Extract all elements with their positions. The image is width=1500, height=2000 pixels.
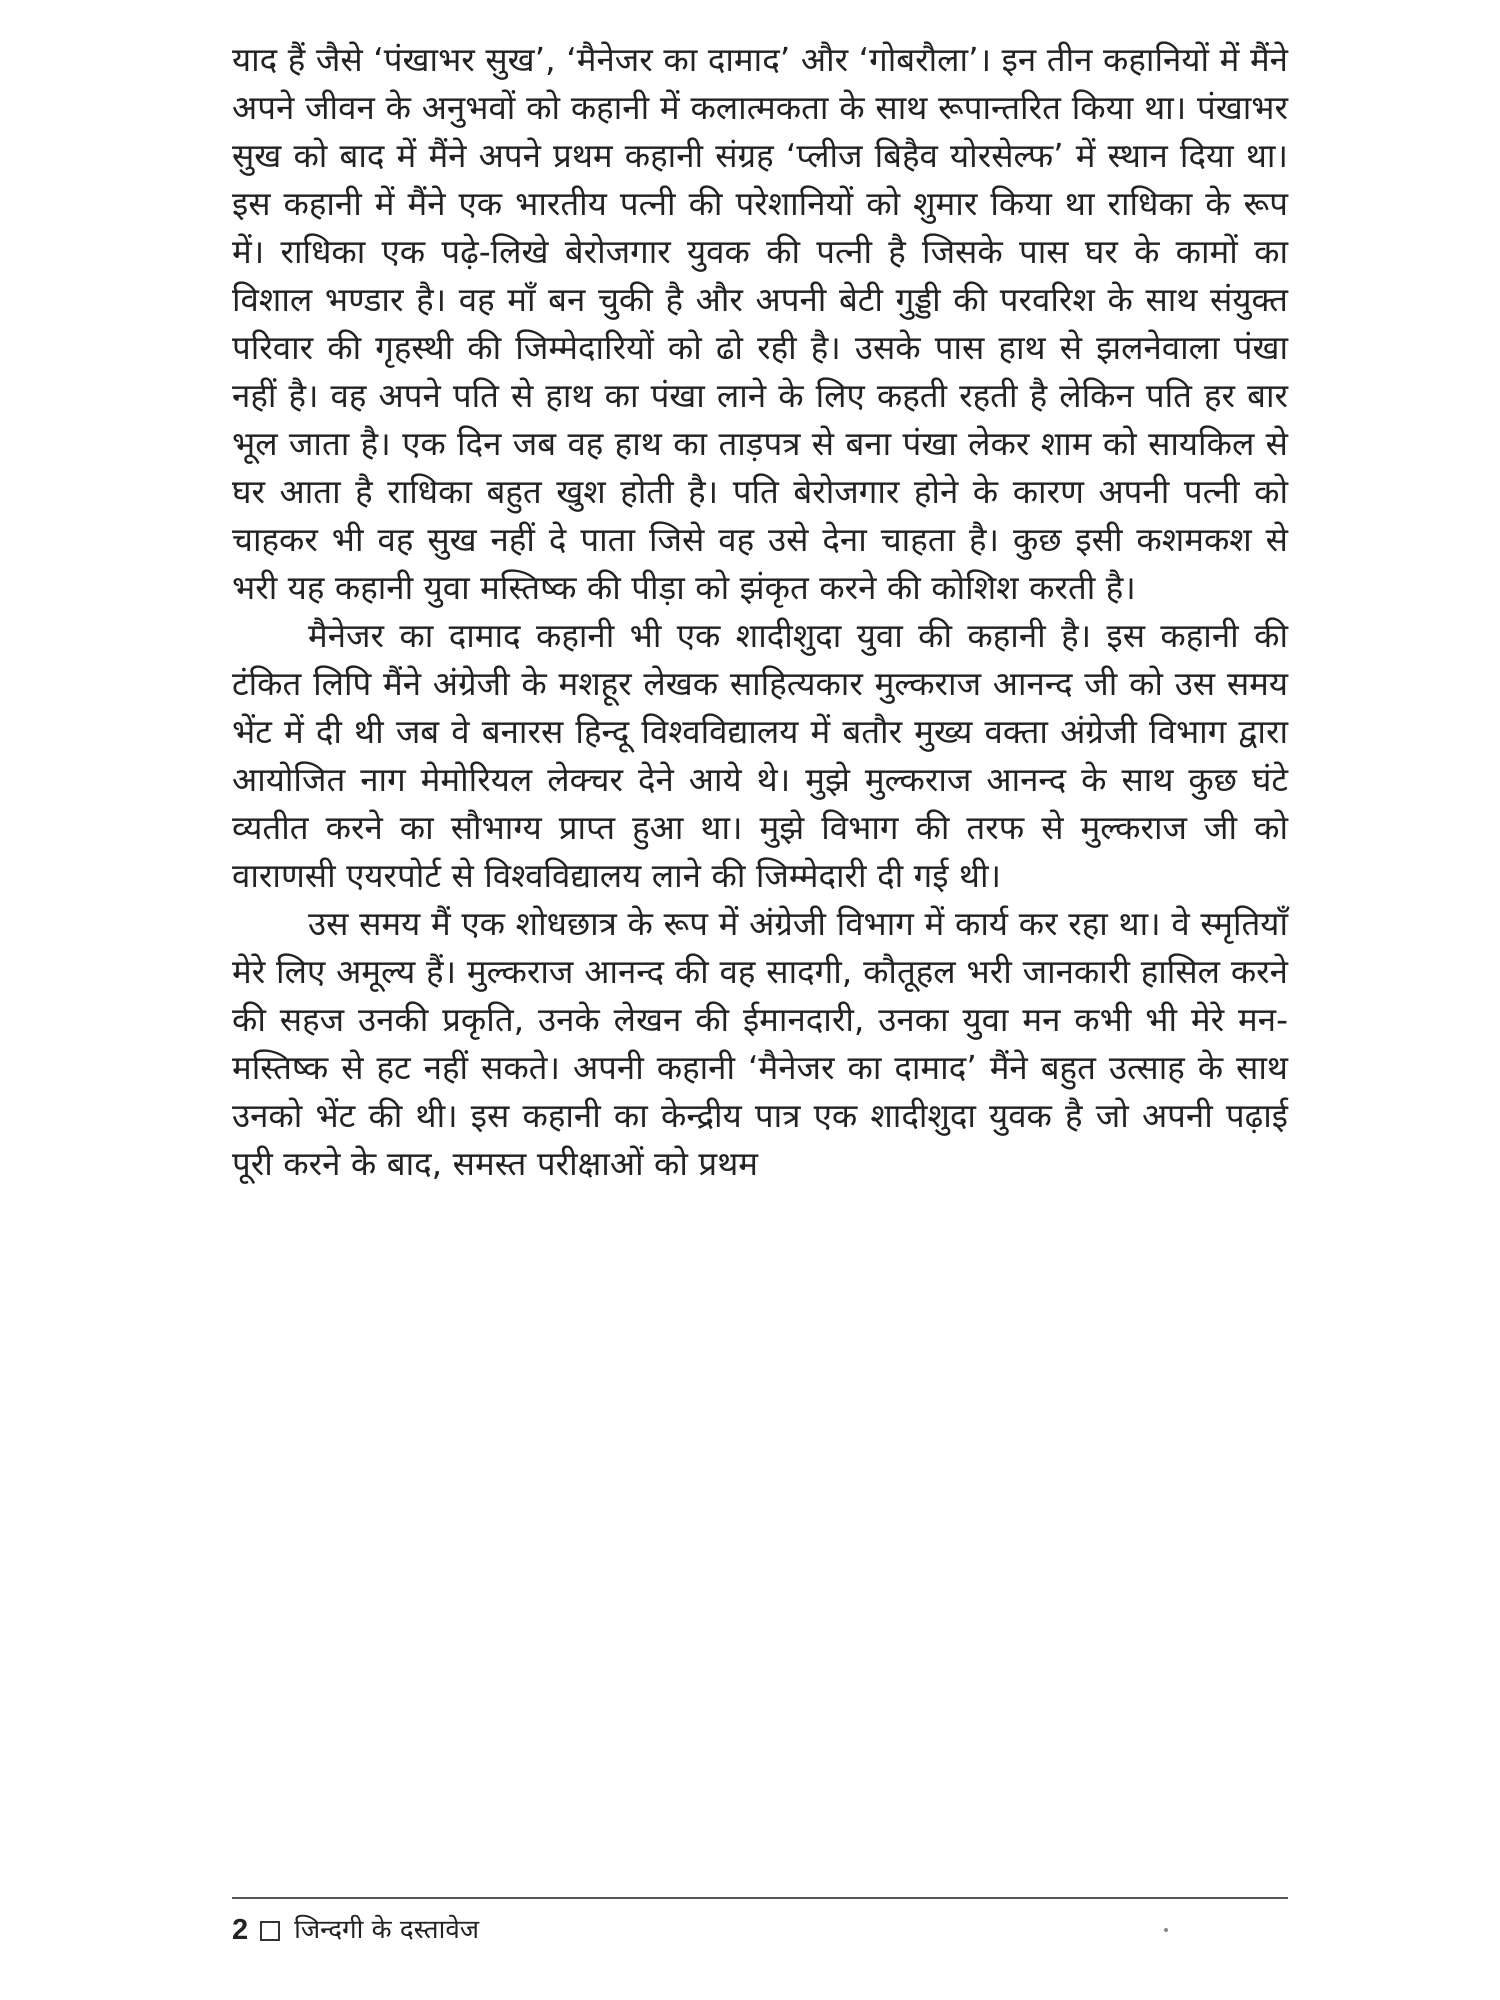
body-text: [232, 36, 1288, 1188]
paragraph-2: मैनेजर का दामाद कहानी भी एक शादीशुदा युवा की कहानी है। इस कहानी की टंकित लिपि मैंने अंग्रेजी के मशहूर लेखक साहित्यकार मुल्कराज आनन्द जी को उस समय भेंट में दी थी जब वे बनारस हिन्दू विश्वविद्यालय में बतौर मुख्य वक्ता अंग्रेजी विभाग द्वारा आयोजित नाग मेमोरियल लेक्चर देने आये थे। मुझे मुल्कराज आनन्द के साथ कुछ घंटे व्यतीत करने का सौभाग्य प्राप्त हुआ था। मुझे विभाग की तरफ से मुल्कराज जी को वाराणसी एयरपोर्ट से विश्वविद्यालय लाने की जिम्मेदारी दी गई थी।: [232, 616, 1288, 895]
paragraph-3: उस समय मैं एक शोधछात्र के रूप में अंग्रेजी विभाग में कार्य कर रहा था। वे स्मृतियाँ मेरे लिए अमूल्य हैं। मुल्कराज आनन्द की वह सादगी, कौतूहल भरी जानकारी हासिल करने की सहज उनकी प्रकृति, उनके लेखन की ईमानदारी, उनका युवा मन कभी भी मेरे मन-मस्तिष्क से हट नहीं सकते। अपनी कहानी ‘मैनेजर का दामाद’ मैंने बहुत उत्साह के साथ उनको भेंट की थी। इस कहानी का केन्द्रीय पात्र एक शादीशुदा युवक है जो अपनी पढ़ाई पूरी करने के बाद, समस्त परीक्षाओं को प्रथम: [232, 904, 1288, 1183]
paragraph-1: याद हैं जैसे ‘पंखाभर सुख’, ‘मैनेजर का दामाद’ और ‘गोबरौला’। इन तीन कहानियों में मैंने अपने जीवन के अनुभवों को कहानी में कलात्मकता के साथ रूपान्तरित किया था। पंखाभर सुख को बाद में मैंने अपने प्रथम कहानी संग्रह ‘प्लीज बिहैव योरसेल्फ’ में स्थान दिया था। इस कहानी में मैंने एक भारतीय पत्नी की परेशानियों को शुमार किया था राधिका के रूप में। राधिका एक पढ़े-लिखे बेरोजगार युवक की पत्नी है जिसके पास घर के कामों का विशाल भण्डार है। वह माँ बन चुकी है और अपनी बेटी गुड्डी की परवरिश के साथ संयुक्त परिवार की गृहस्थी की जिम्मेदारियों को ढो रही है। उसके पास हाथ से झलनेवाला पंखा नहीं है। वह अपने पति से हाथ का पंखा लाने के लिए कहती रहती है लेकिन पति हर बार भूल जाता है। एक दिन जब वह हाथ का ताड़पत्र से बना पंखा लेकर शाम को सायकिल से घर आता है राधिका बहुत खुश होती है। पति बेरोजगार होने के कारण अपनी पत्नी को चाहकर भी वह सुख नहीं दे पाता जिसे वह उसे देना चाहता है। कुछ इसी कशमकश से भरी यह कहानी युवा मस्तिष्क की पीड़ा को झंकृत करने की कोशिश करती है।: [232, 40, 1288, 607]
page-footer: [232, 1910, 479, 1950]
footer-rule: [232, 1897, 1288, 1899]
page-number: 2: [232, 1914, 249, 1946]
square-outline-icon: [260, 1921, 280, 1941]
scan-speck: [1164, 1928, 1168, 1932]
book-title: जिन्दगी के दस्तावेज: [294, 1915, 480, 1945]
